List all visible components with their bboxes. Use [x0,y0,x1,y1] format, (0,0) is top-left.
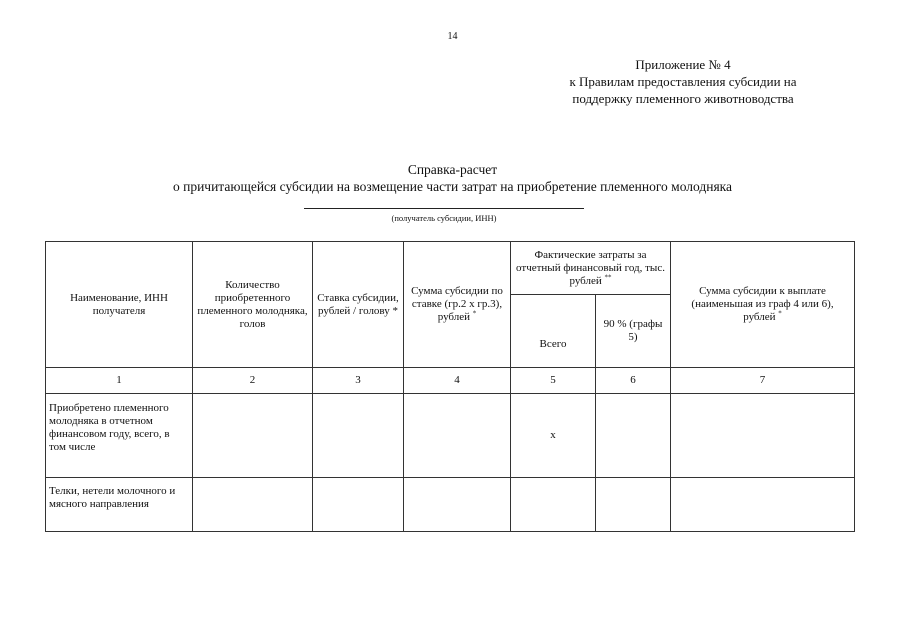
header-actual-costs: Фактические затраты за отчетный финансовый год, тыс. рублей ** [511,242,671,295]
appendix-line-2: к Правилам предоставления субсидии на [569,74,797,89]
column-number: 6 [596,368,671,394]
footnote-mark: ** [604,272,612,281]
calculation-table [45,241,855,532]
header-recipient: Наименование, ИНН получателя [46,242,193,368]
column-number: 3 [313,368,404,394]
header-subsidy-by-rate: Сумма субсидии по ставке (гр.2 х гр.3), рублей * [404,242,511,368]
footnote-mark: * [472,309,477,318]
data-cell[interactable] [596,394,671,478]
page-number: 14 [447,31,458,42]
column-number: 7 [671,368,855,394]
column-number-row [46,368,855,394]
column-number: 1 [46,368,193,394]
title-line-1: Справка-расчет [407,162,498,177]
footnote-mark: * [778,309,782,318]
data-cell[interactable] [404,478,511,532]
data-cell[interactable] [596,478,671,532]
column-number: 2 [193,368,313,394]
appendix-line-3: поддержку племенного животноводства [572,91,794,106]
data-cell[interactable] [671,394,855,478]
appendix-header [523,56,843,107]
data-cell-total[interactable] [511,478,596,532]
data-cell[interactable] [193,394,313,478]
title-line-2: о причитающейся субсидии на возмещение части затрат на приобретение племенного молодняка [172,179,733,194]
header-ninety-percent: 90 % (графы 5) [596,295,671,368]
header-rate: Ставка субсидии, рублей / голову * [313,242,404,368]
data-cell[interactable] [671,478,855,532]
row-name: Приобретено племенного молодняка в отчетном финансовом году, всего, в том числе [46,394,193,478]
table-row [46,478,855,532]
appendix-line-1: Приложение № 4 [635,57,731,72]
data-cell[interactable] [313,394,404,478]
data-cell[interactable] [404,394,511,478]
row-name: Телки, нетели молочного и мясного направления [46,478,193,532]
data-cell-total[interactable]: х [511,394,596,478]
column-number: 4 [404,368,511,394]
column-number: 5 [511,368,596,394]
header-subsidy-to-pay: Сумма субсидии к выплате (наименьшая из граф 4 или 6), рублей * [671,242,855,368]
document-title [0,161,905,195]
recipient-caption: (получатель субсидии, ИНН) [391,213,497,223]
header-total: Всего [511,295,596,368]
data-cell[interactable] [313,478,404,532]
table-row [46,394,855,478]
header-quantity: Количество приобретенного племенного молодняка, голов [193,242,313,368]
data-cell[interactable] [193,478,313,532]
recipient-fill-line[interactable] [304,208,584,209]
